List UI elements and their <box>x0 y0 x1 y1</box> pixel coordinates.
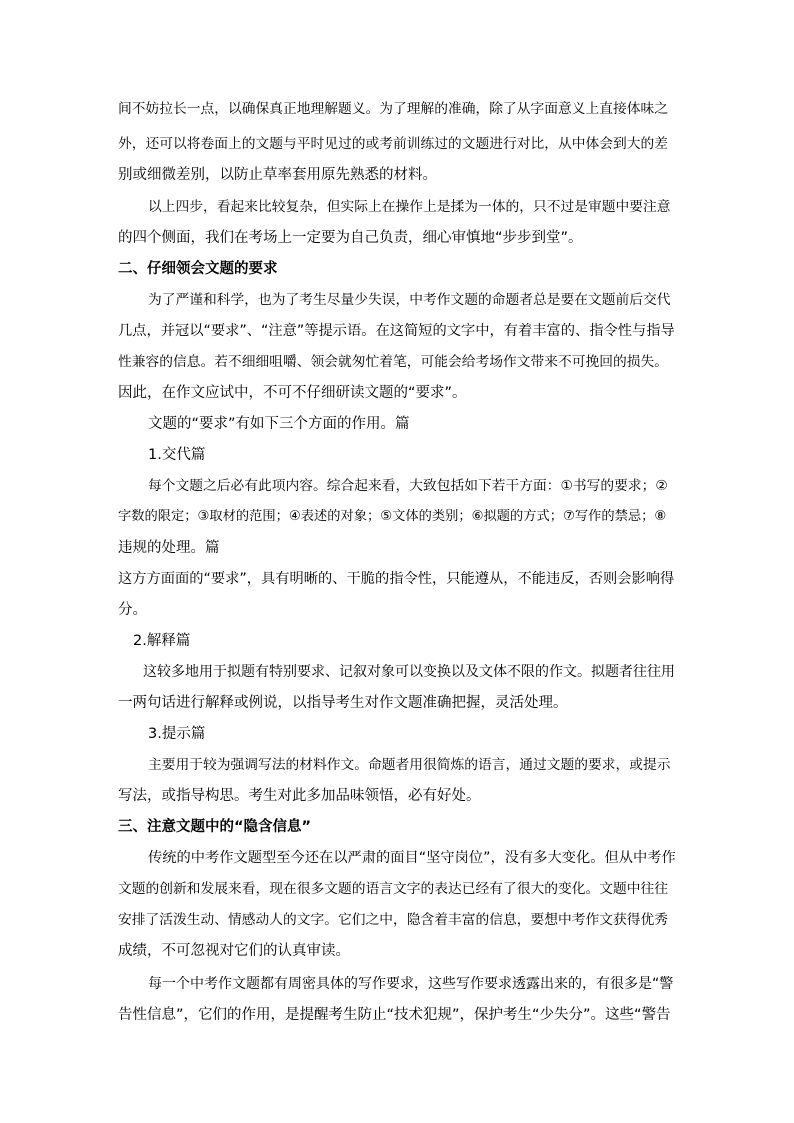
section-heading-3: 三、注意文题中的“隐含信息” <box>118 819 312 835</box>
body-line-15: 违规的处理。篇 <box>118 540 220 556</box>
body-line-16: 这方方面面的“要求”，具有明晰的、干脆的指令性，只能遵从，不能违反，否则会影响得 <box>118 571 675 587</box>
body-line-4: 以上四步，看起来比较复杂，但实际上在操作上是揉为一体的，只不过是审题中要注意 <box>148 199 671 215</box>
body-line-11: 文题的“要求”有如下三个方面的作用。篇 <box>148 416 410 432</box>
subheading-1: 1.交代篇 <box>148 447 206 463</box>
body-line-1: 间不妨拉长一点，以确保真正地理解题义。为了理解的准确，除了从字面意义上直接体味之 <box>118 101 669 117</box>
body-line-22: 主要用于较为强调写法的材料作文。命题者用很简炼的语言，通过文题的要求，或提示 <box>148 757 671 773</box>
subheading-2: 2.解释篇 <box>133 633 191 649</box>
body-line-14: 字数的限定；③取材的范围；④表述的对象；⑤文体的类别；⑥拟题的方式；⑦写作的禁忌；⑧ <box>118 509 667 524</box>
body-line-26: 文题的创新和发展来看，现在很多文题的语言文字的表达已经有了很大的变化。文题中往往 <box>118 881 669 897</box>
body-line-9: 性兼容的信息。若不细细咀嚼、领会就匆忙着笔，可能会给考场作文带来不可挽回的损失。 <box>118 354 669 370</box>
body-line-23: 写法，或指导构思。考生对此多加品味领悟，必有好处。 <box>118 788 481 804</box>
body-line-13: 每个文题之后必有此项内容。综合起来看，大致包括如下若干方面：①书写的要求；② <box>148 478 668 494</box>
body-line-5: 的四个侧面，我们在考场上一定要为自己负责，细心审慎地“步步到堂”。 <box>118 230 583 246</box>
body-line-25: 传统的中考作文题型至今还在以严肃的面目“坚守岗位”，没有多大变化。但从中考作 <box>148 850 676 866</box>
body-line-8: 几点，并冠以“要求”、“注意”等提示语。在这简短的文字中，有着丰富的、指令性与指导 <box>118 323 675 339</box>
body-line-30: 告性信息”，它们的作用，是提醒考生防止“技术犯规”，保护考生“少失分”。这些“警告 <box>118 1007 671 1023</box>
body-line-19: 这较多地用于拟题有特别要求、记叙对象可以变换以及文体不限的作文。拟题者往往用 <box>143 664 675 680</box>
body-line-10: 因此，在作文应试中，不可不仔细研读文题的“要求”。 <box>118 385 467 401</box>
body-line-20: 一两句话进行解释或例说，以指导考生对作文题准确把握，灵活处理。 <box>118 695 568 711</box>
body-line-2: 外，还可以将卷面上的文题与平时见过的或考前训练过的文题进行对比，从中体会到大的差 <box>118 136 669 152</box>
body-line-29: 每一个中考作文题都有周密具体的写作要求，这些写作要求透露出来的，有很多是“警 <box>148 976 674 992</box>
section-heading-2: 二、仔细领会文题的要求 <box>118 261 278 277</box>
body-line-27: 安排了活泼生动、情感动人的文字。它们之中，隐含着丰富的信息，要想中考作文获得优秀 <box>118 912 669 928</box>
body-line-28: 成绩，不可忽视对它们的认真审读。 <box>118 943 350 959</box>
body-line-3: 别或细微差别，以防止草率套用原先熟悉的材料。 <box>118 167 437 183</box>
subheading-3: 3.提示篇 <box>148 726 206 742</box>
body-line-7: 为了严谨和科学，也为了考生尽量少失误，中考作文题的命题者总是要在文题前后交代 <box>148 292 671 308</box>
body-line-17: 分。 <box>118 602 147 618</box>
